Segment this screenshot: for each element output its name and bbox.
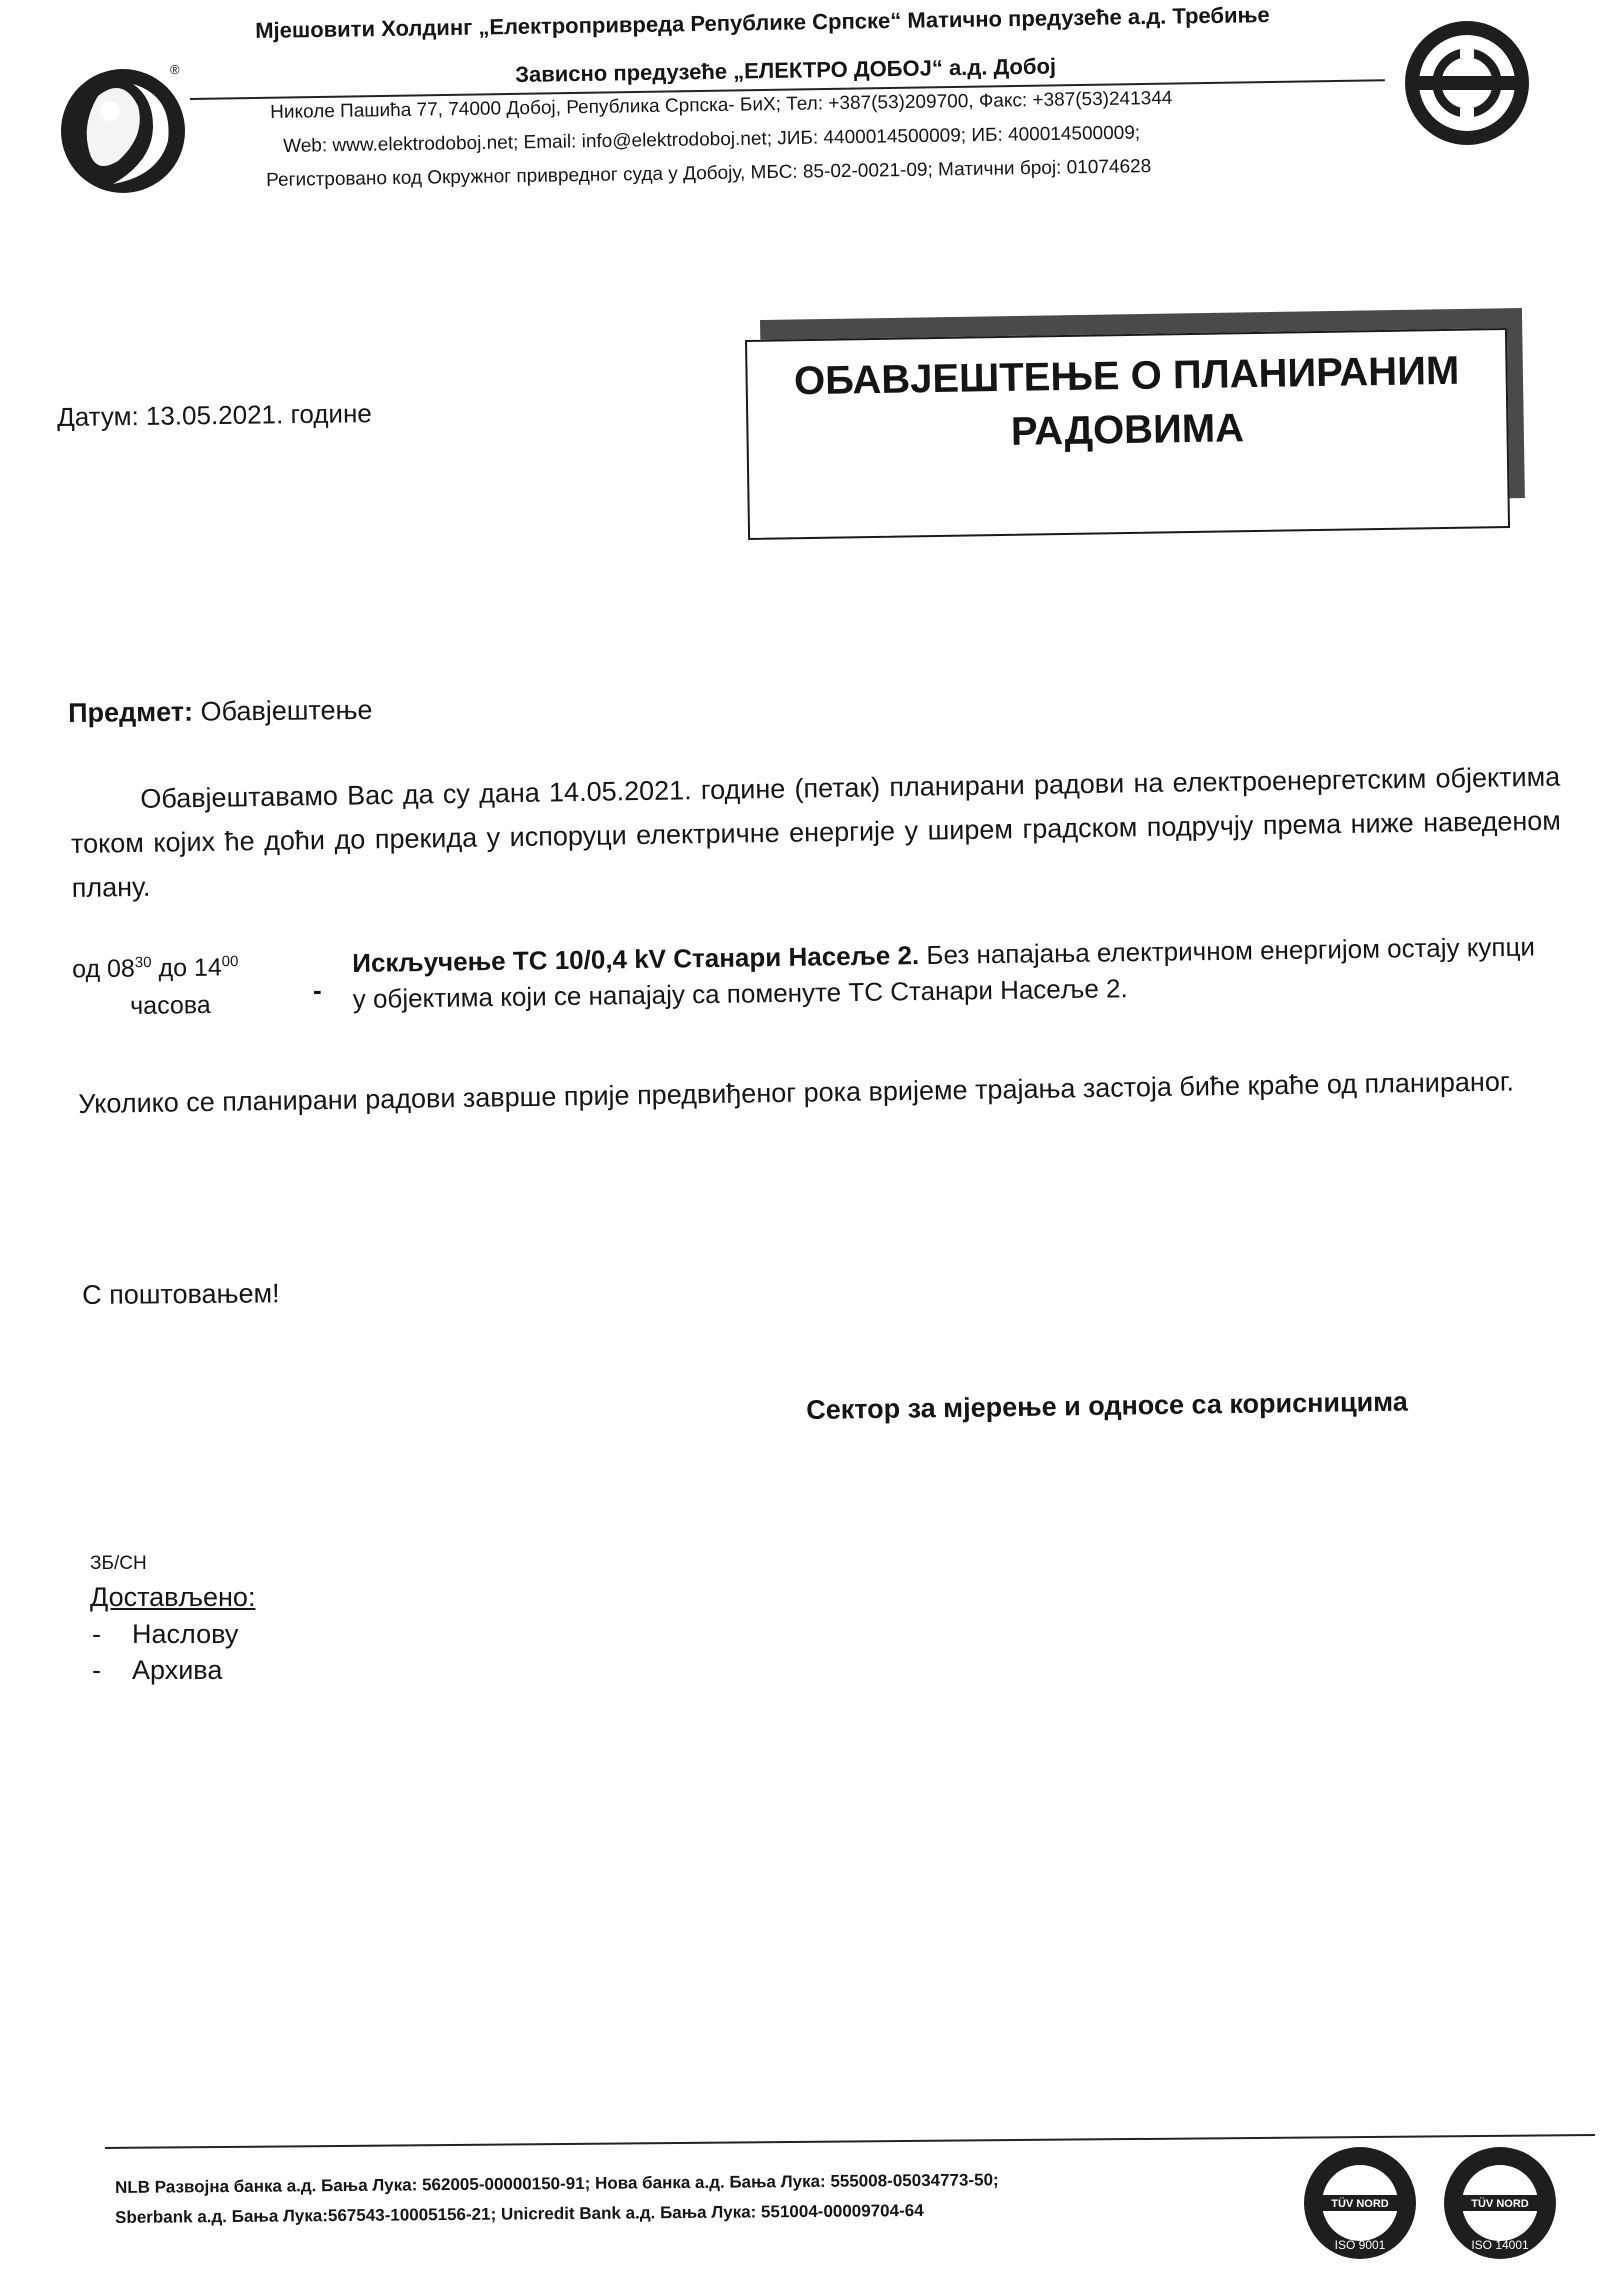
outage-description	[352, 928, 1553, 1017]
cert-brand: TÜV NORD	[1471, 2198, 1529, 2210]
document-title-line2: РАДОВИМА	[1010, 406, 1245, 454]
list-item: - Архива	[90, 1652, 238, 1688]
outage-time	[72, 953, 239, 984]
reference-initials: ЗБ/СН	[90, 1553, 147, 1574]
time-from: од 08	[72, 954, 136, 984]
title-box	[745, 328, 1510, 540]
subject-line	[68, 695, 373, 729]
company-logo-icon	[58, 66, 188, 196]
delivered-list	[90, 1616, 238, 1688]
schedule-dash: -	[313, 975, 322, 1005]
tuv-iso9001-icon	[1300, 2143, 1420, 2263]
time-to: до 14	[151, 953, 222, 983]
closing-regards: С поштовањем!	[82, 1278, 280, 1310]
company-address: Николе Пашића 77, 74000 Добој, Република Српска- БиХ; Тел: +387(53)209700, Факс: +387(53)241344	[270, 87, 1173, 123]
subject-value: Обавјештење	[200, 694, 373, 727]
completion-note: Уколико се планирани радови заврше прије предвиђеног рока вријеме трајања застоја биће краће од планираног.	[78, 1066, 1515, 1119]
subject-label: Предмет:	[68, 696, 194, 728]
sender-sector: Сектор за мјерење и односе са корисницима	[806, 1386, 1409, 1425]
cert-brand: TÜV NORD	[1331, 2198, 1389, 2210]
document-title-line1: ОБАВЈЕШТЕЊЕ О ПЛАНИРАНИМ	[793, 348, 1460, 404]
ers-logo-icon	[1402, 18, 1532, 148]
time-from-minutes: 30	[134, 954, 152, 972]
document-date: Датум: 13.05.2021. године	[57, 398, 372, 432]
bank-accounts-line1: NLB Развојна банка а.д. Бања Лука: 562005-00000150-91; Нова банка а.д. Бања Лука: 555008-05034773-50;	[115, 2170, 999, 2197]
intro-paragraph	[70, 755, 1562, 910]
registered-mark: ®	[170, 62, 180, 77]
bank-accounts-line2: Sberbank а.д. Бања Лука:567543-10005156-21; Unicredit Bank а.д. Бања Лука: 551004-00009704-64	[115, 2200, 924, 2227]
company-name: Зависно предузеће „ЕЛЕКТРО ДОБОЈ“ а.д. Добој	[515, 53, 1057, 87]
cert-standard: ISO 14001	[1471, 2238, 1529, 2252]
intro-text: Обавјештавамо Вас да су дана 14.05.2021. године (петак) планирани радови на електроенергетским објектима током којих ће доћи до прекида у испоруци електричне енергије у ширем градском подручју према ниже наведеном плану.	[70, 761, 1562, 903]
tuv-iso14001-icon	[1440, 2143, 1560, 2263]
list-item: - Наслову	[90, 1616, 238, 1652]
holding-name: Мјешовити Холдинг „Електропривреда Републике Српске“ Матично предузеће а.д. Требиње	[255, 2, 1270, 43]
delivered-label: Достављено:	[90, 1582, 256, 1612]
outage-title: Искључење ТС 10/0,4 kV Станари Насеље 2.	[352, 940, 920, 978]
company-registration: Регистровано код Окружног привредног суда у Добоју, МБС: 85-02-0021-09; Матични број: 01074628	[266, 156, 1152, 191]
cert-standard: ISO 9001	[1334, 2238, 1386, 2252]
time-to-minutes: 00	[221, 952, 239, 971]
outage-details: Без напајања електричном енергијом остају купци у објектима који се напајају са поменуте ТС Станари Насеље 2.	[352, 931, 1536, 1014]
company-contacts: Web: www.elektrodoboj.net; Email: info@elektrodoboj.net; ЈИБ: 4400014500009; ИБ: 400014500009;	[283, 122, 1141, 157]
outage-time-unit: часова	[130, 991, 211, 1020]
